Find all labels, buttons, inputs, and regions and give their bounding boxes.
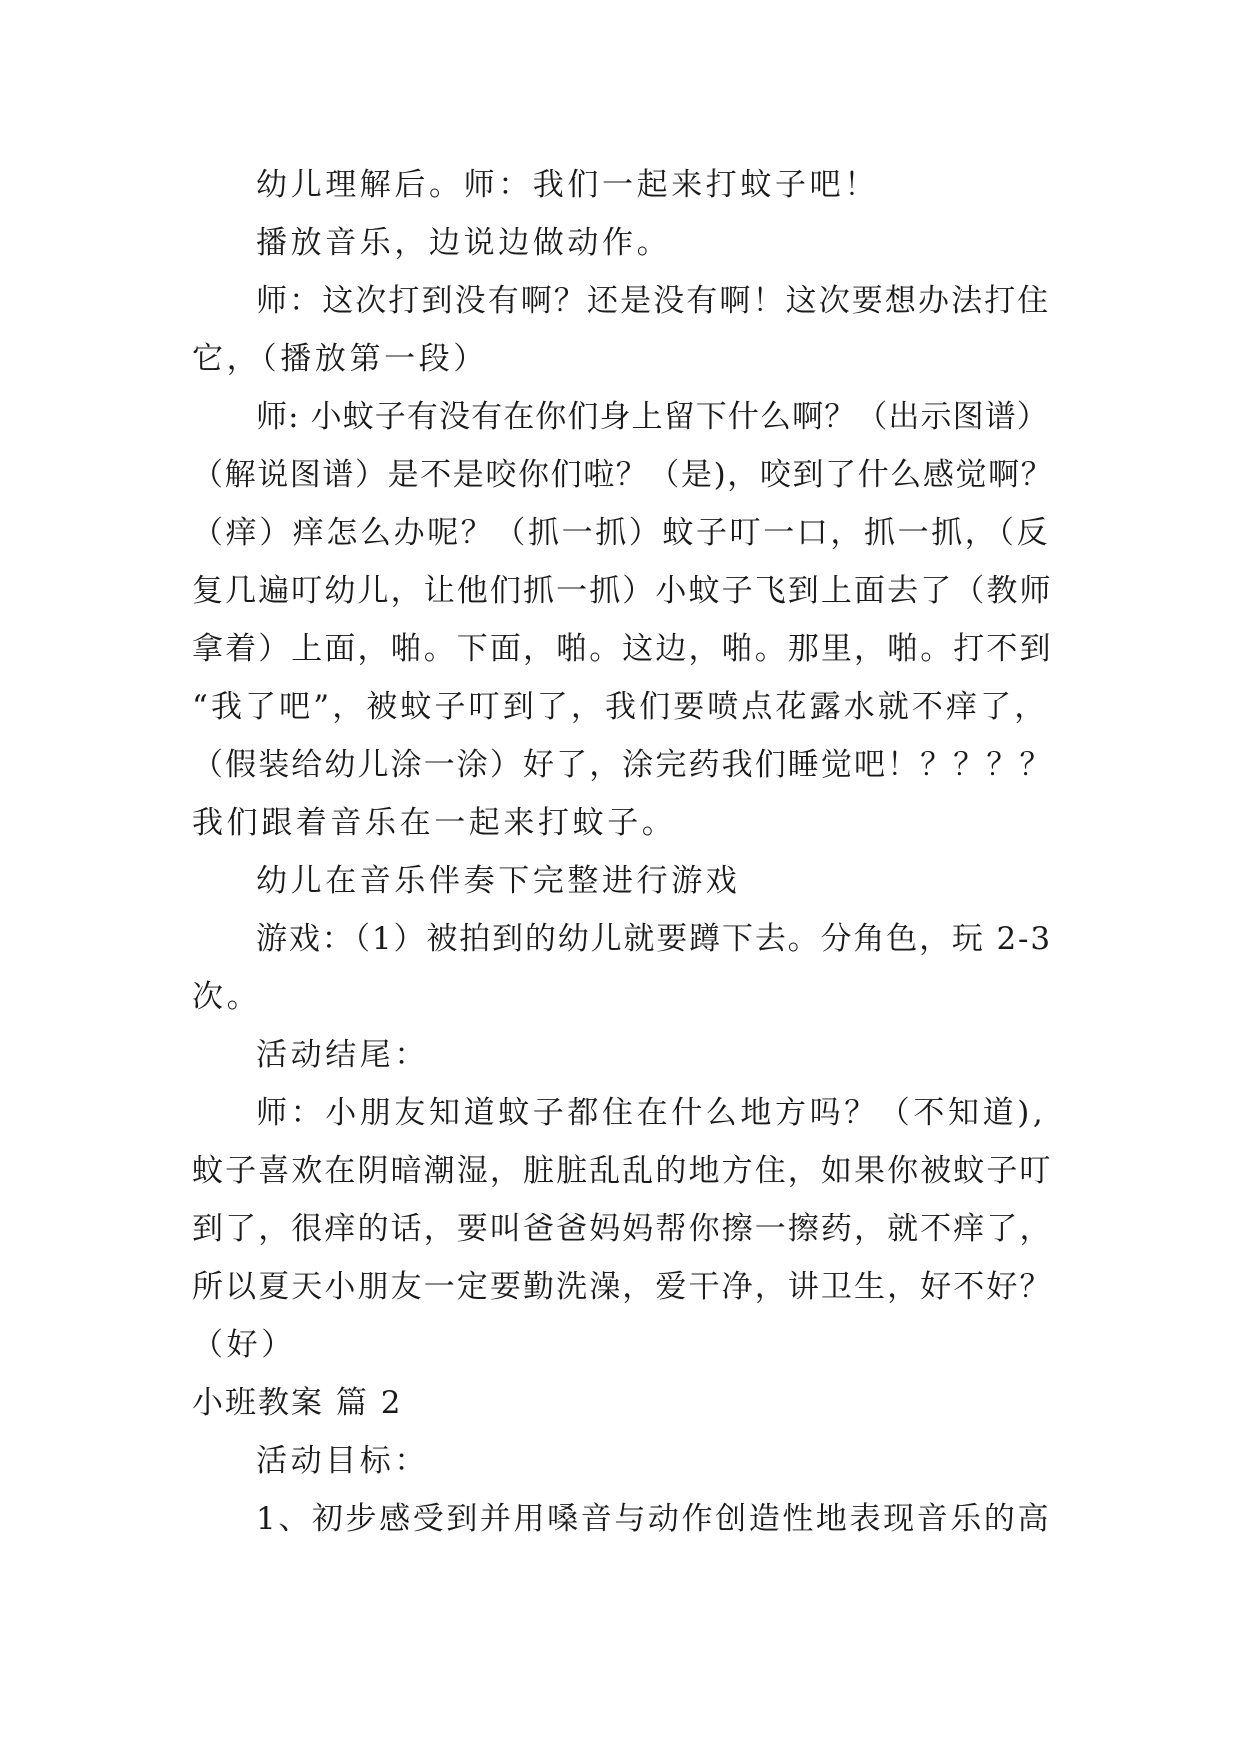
document-body bbox=[192, 156, 1054, 1548]
paragraph-line: 我们跟着音乐在一起来打蚊子。 bbox=[192, 805, 677, 841]
paragraph-line: 幼儿理解后。师：我们一起来打蚊子吧！ bbox=[256, 167, 879, 203]
paragraph-line: “我了吧”，被蚊子叮到了，我们要喷点花露水就不痒了， bbox=[192, 689, 1049, 725]
paragraph-line: 活动目标： bbox=[256, 1443, 429, 1479]
paragraph-line: 师：小朋友知道蚊子都住在什么地方吗？（不知道), bbox=[256, 1095, 1047, 1131]
section-heading: 小班教案 篇 2 bbox=[192, 1385, 403, 1421]
paragraph-line: （解说图谱）是不是咬你们啦？（是)，咬到了什么感觉啊？ bbox=[192, 457, 1054, 493]
paragraph-line: 1、初步感受到并用嗓音与动作创造性地表现音乐的高 bbox=[256, 1501, 1052, 1537]
paragraph-line: 复几遍叮幼儿，让他们抓一抓）小蚊子飞到上面去了（教师 bbox=[192, 573, 1053, 609]
paragraph-line: 活动结尾： bbox=[256, 1037, 429, 1073]
paragraph-line: （好） bbox=[192, 1327, 296, 1363]
paragraph-line: （痒）痒怎么办呢？（抓一抓）蚊子叮一口，抓一抓，（反 bbox=[192, 515, 1051, 551]
paragraph-line: 蚊子喜欢在阴暗潮湿，脏脏乱乱的地方住，如果你被蚊子叮 bbox=[192, 1153, 1053, 1189]
paragraph-line: 它，（播放第一段） bbox=[192, 341, 488, 377]
paragraph-line: 所以夏天小朋友一定要勤洗澡，爱干净，讲卫生，好不好？ bbox=[192, 1269, 1053, 1305]
paragraph-line: 师：这次打到没有啊？还是没有啊！这次要想办法打住 bbox=[256, 283, 1051, 319]
paragraph-line: 师: 小蚊子有没有在你们身上留下什么啊？（出示图谱） bbox=[256, 399, 1049, 435]
paragraph-line: 次。 bbox=[192, 979, 262, 1015]
paragraph-line: 播放音乐，边说边做动作。 bbox=[256, 225, 672, 261]
paragraph-line: 到了，很痒的话，要叫爸爸妈妈帮你擦一擦药，就不痒了， bbox=[192, 1211, 1053, 1247]
paragraph-line: 拿着）上面，啪。下面，啪。这边，啪。那里，啪。打不到 bbox=[192, 631, 1053, 667]
paragraph-line: 幼儿在音乐伴奏下完整进行游戏 bbox=[256, 863, 741, 899]
paragraph-line: 游戏：（1）被拍到的幼儿就要蹲下去。分角色，玩 2-3 bbox=[256, 921, 1052, 957]
paragraph-line: （假装给幼儿涂一涂）好了，涂完药我们睡觉吧！？？？？ bbox=[192, 747, 1053, 783]
